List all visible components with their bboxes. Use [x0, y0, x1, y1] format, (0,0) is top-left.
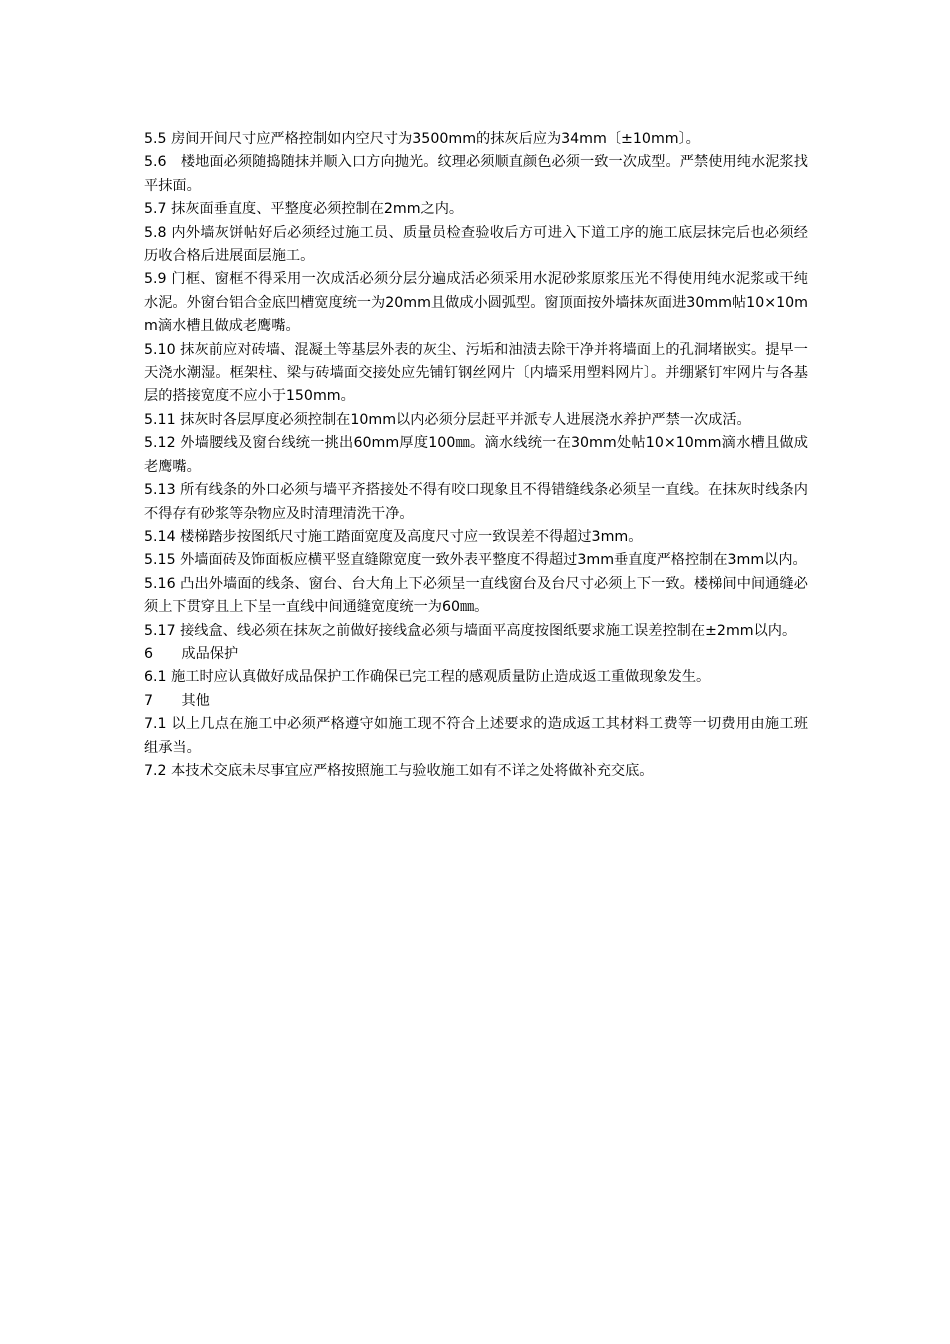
- paragraph-7-2: 7.2 本技术交底未尽事宜应严格按照施工与验收施工如有不详之处将做补充交底。: [144, 762, 654, 779]
- paragraph-5-12: 5.12 外墙腰线及窗台线统一挑出60mm厚度100㎜。滴水线统一在30mm处帖10×10mm滴水槽且做成老鹰嘴。: [144, 435, 808, 475]
- paragraph-5-15: 5.15 外墙面砖及饰面板应横平竖直缝隙宽度一致外表平整度不得超过3mm垂直度严格控制在3mm以内。: [144, 552, 807, 569]
- paragraph-5-7: 5.7 抹灰面垂直度、平整度必须控制在2mm之内。: [144, 201, 464, 218]
- paragraph-5-5: 5.5 房间开间尺寸应严格控制如内空尺寸为3500mm的抹灰后应为34mm〔±10mm〕。: [144, 131, 700, 147]
- paragraph-5-14: 5.14 楼梯踏步按图纸尺寸施工踏面宽度及高度尺寸应一致误差不得超过3mm。: [144, 528, 643, 545]
- paragraph-7-1: 7.1 以上几点在施工中必须严格遵守如施工现不符合上述要求的造成返工其材料工费等一切费用由施工班组承当。: [144, 716, 808, 756]
- paragraph-5-16: 5.16 凸出外墙面的线条、窗台、台大角上下必须呈一直线窗台及台尺寸必须上下一致。楼梯间中间通缝必须上下贯穿且上下呈一直线中间通缝宽度统一为60㎜。: [144, 575, 808, 616]
- document-page: [144, 128, 808, 783]
- paragraph-5-11: 5.11 抹灰时各层厚度必须控制在10mm以内必须分层赶平并派专人进展浇水养护严禁一次成活。: [144, 411, 751, 428]
- paragraph-5-6: 5.6 楼地面必须随捣随抹并顺入口方向抛光。纹理必须顺直颜色必须一致一次成型。严禁使用纯水泥浆找平抹面。: [144, 154, 808, 194]
- paragraph-5-8: 5.8 内外墙灰饼帖好后必须经过施工员、质量员检查验收后方可进入下道工序的施工底层抹完后也必须经历收合格后进展面层施工。: [144, 224, 808, 265]
- paragraph-5-17: 5.17 接线盒、线必须在抹灰之前做好接线盒必须与墙面平高度按图纸要求施工误差控制在±2mm以内。: [144, 622, 797, 639]
- paragraph-6-1: 6.1 施工时应认真做好成品保护工作确保已完工程的感观质量防止造成返工重做现象发生。: [144, 669, 711, 686]
- section-heading-7: 7 其他: [144, 692, 210, 709]
- paragraph-5-9: 5.9 门框、窗框不得采用一次成活必须分层分遍成活必须采用水泥砂浆原浆压光不得使用纯水泥浆或干纯水泥。外窗台铝合金底凹槽宽度统一为20mm且做成小圆弧型。窗顶面按外墙抹灰面进30mm帖10×10mm滴水槽且做成老鹰嘴。: [144, 271, 808, 335]
- section-heading-6: 6 成品保护: [144, 645, 239, 662]
- paragraph-5-13: 5.13 所有线条的外口必须与墙平齐搭接处不得有咬口现象且不得错缝线条必须呈一直线。在抹灰时线条内不得存有砂浆等杂物应及时清理清洗干净。: [144, 482, 808, 522]
- paragraph-5-10: 5.10 抹灰前应对砖墙、混凝土等基层外表的灰尘、污垢和油渍去除干净并将墙面上的孔洞堵嵌实。提早一天浇水潮湿。框架柱、梁与砖墙面交接处应先铺钉钢丝网片〔内墙采用塑料网片〕。并绷紧钉牢网片与各基层的搭接宽度不应小于150mm。: [144, 341, 808, 405]
